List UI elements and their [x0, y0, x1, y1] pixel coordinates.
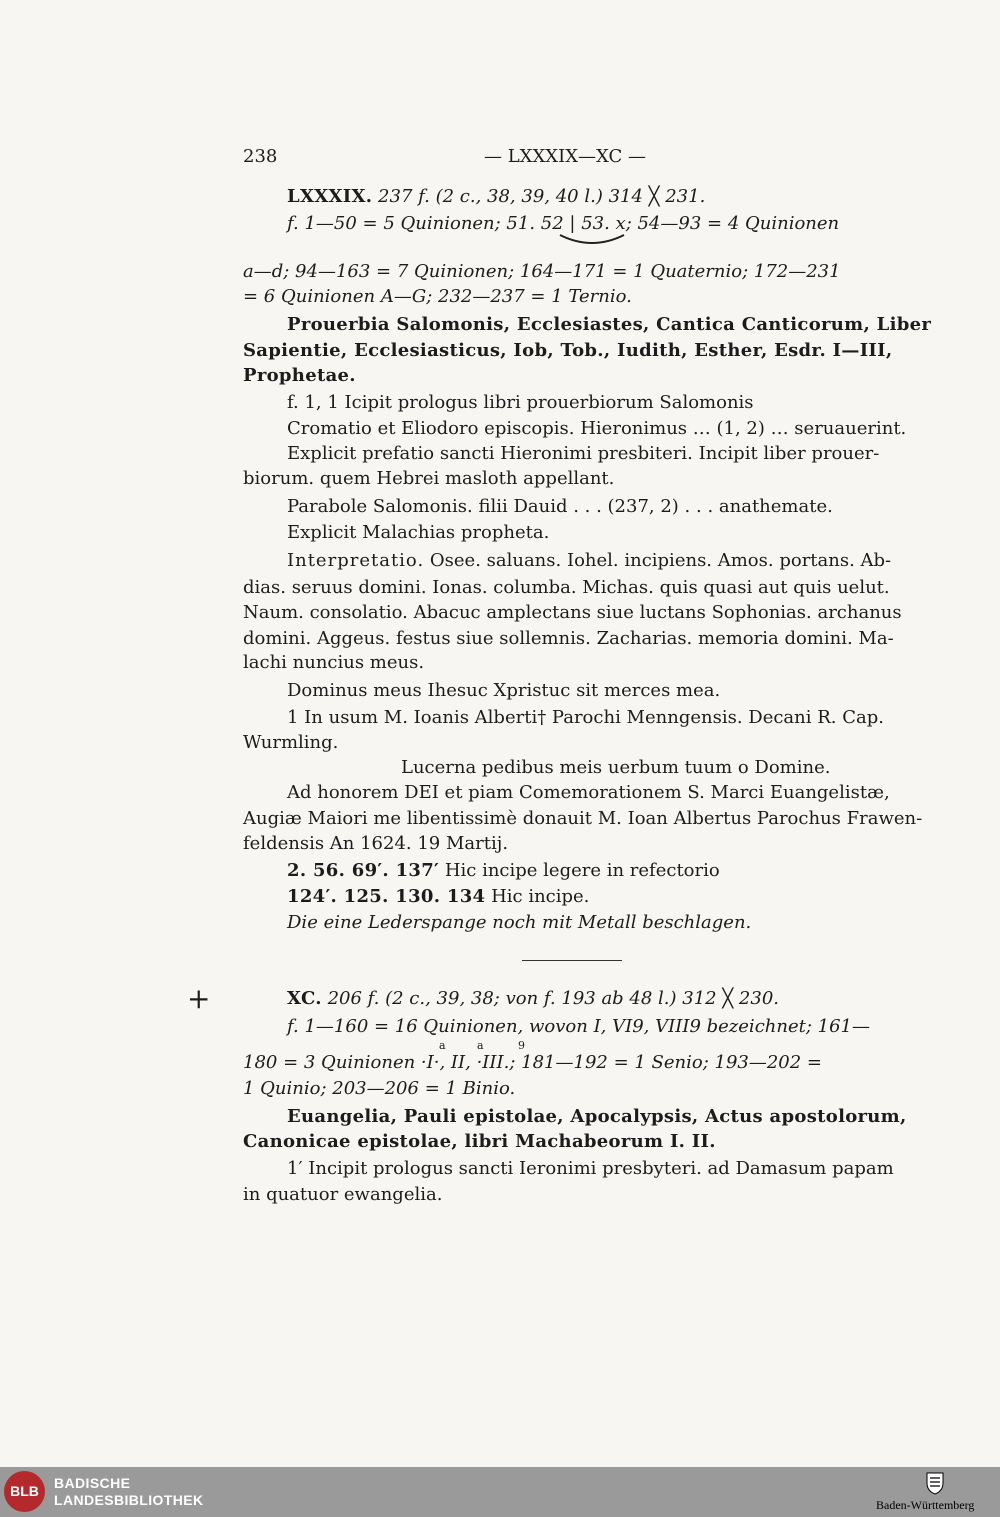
- blb-logo[interactable]: BLB: [4, 1471, 45, 1512]
- entry-89-text-18: feldensis An 1624. 19 Martij.: [243, 833, 509, 854]
- entry-89-text-4: biorum. quem Hebrei masloth appellant.: [243, 468, 615, 489]
- interpretatio-label: Interpretatio.: [287, 550, 425, 571]
- folio-refs-1: 2. 56. 69′. 137′: [287, 860, 440, 881]
- folio-refs-2: 124′. 125. 130. 134: [287, 886, 486, 907]
- section-divider: [522, 960, 622, 961]
- entry-89-contents-line-1: Prouerbia Salomonis, Ecclesiastes, Cantica Canticorum, Liber: [287, 314, 932, 335]
- library-name-line-2: LANDESBIBLIOTHEK: [54, 1492, 204, 1508]
- entry-89-text-2: Cromatio et Eliodoro episcopis. Hieronimus … (1, 2) … seruauerint.: [287, 418, 907, 439]
- coat-of-arms-icon: [924, 1471, 946, 1495]
- entry-89-text-14: Wurmling.: [243, 732, 339, 753]
- entry-89-text-6: Explicit Malachias propheta.: [287, 522, 550, 543]
- entry-89-description: 237 f. (2 c., 38, 39, 40 l.) 314 ╳ 231.: [378, 186, 706, 207]
- entry-89-binding-note: Die eine Lederspange noch mit Metall beschlagen.: [287, 912, 752, 933]
- entry-89-text-13: 1 In usum M. Ioanis Alberti† Parochi Menngensis. Decani R. Cap.: [287, 707, 884, 728]
- entry-89-text-10: domini. Aggeus. festus siue sollemnis. Zacharias. memoria domini. Ma-: [243, 628, 894, 649]
- entry-89-collation-line-2: a—d; 94—163 = 7 Quinionen; 164—171 = 1 Quaternio; 172—231: [243, 261, 841, 282]
- entry-89-text-19: [287, 860, 945, 882]
- entry-89-text-17: Augiæ Maiori me libentissimè donauit M. Ioan Albertus Parochus Frawen-: [243, 808, 923, 829]
- entry-89-text-3: Explicit prefatio sancti Hieronimi presbiteri. Incipit liber prouer-: [287, 443, 880, 464]
- entry-89-contents-line-2: Sapientie, Ecclesiasticus, Iob, Tob., Iudith, Esther, Esdr. I—III,: [243, 340, 893, 361]
- entry-89-text-5: Parabole Salomonis. filii Dauid . . . (237, 2) . . . anathemate.: [287, 496, 833, 517]
- entry-90-contents-line-2: Canonicae epistolae, libri Machabeorum I. II.: [243, 1131, 716, 1152]
- entry-89-text-9: Naum. consolatio. Abacuc amplectans siue luctans Sophonias. archanus: [243, 602, 902, 623]
- brace-mark: [558, 233, 626, 249]
- entry-90-text-2: in quatuor ewangelia.: [243, 1184, 443, 1205]
- library-name[interactable]: [54, 1475, 204, 1509]
- entry-90-collation-line-3: 1 Quinio; 203—206 = 1 Binio.: [243, 1078, 516, 1099]
- entry-89-collation-line-1: f. 1—50 = 5 Quinionen; 51. 52 | 53. x; 54—93 = 4 Quinionen: [287, 213, 840, 234]
- entry-89-contents-line-3: Prophetae.: [243, 365, 356, 386]
- entry-89-text-20: [287, 886, 945, 908]
- entry-90-text-1: 1′ Incipit prologus sancti Ieronimi presbyteri. ad Damasum papam: [287, 1158, 894, 1179]
- interpretatio-text: Osee. saluans. Iohel. incipiens. Amos. portans. Ab-: [424, 550, 892, 571]
- entry-89-text-7: [287, 550, 945, 572]
- entry-90-description: 206 f. (2 c., 39, 38; von f. 193 ab 48 l.) 312 ╳ 230.: [327, 988, 779, 1009]
- entry-89-number: LXXXIX.: [287, 186, 373, 207]
- entry-89-text-11: lachi nuncius meus.: [243, 652, 425, 673]
- entry-89-heading: [287, 186, 945, 208]
- entry-89-collation-line-3: = 6 Quinionen A—G; 232—237 = 1 Ternio.: [243, 286, 632, 307]
- entry-89-text-1: f. 1, 1 Icipit prologus libri prouerbiorum Salomonis: [287, 392, 754, 413]
- entry-89-text-15: Lucerna pedibus meis uerbum tuum o Domine.: [401, 757, 831, 778]
- superscript-a-1: a: [439, 1039, 446, 1052]
- state-name: Baden-Württemberg: [876, 1498, 975, 1512]
- entry-90-contents-line-1: Euangelia, Pauli epistolae, Apocalypsis, Actus apostolorum,: [287, 1106, 907, 1127]
- superscript-a-2: a: [477, 1039, 484, 1052]
- note-1: Hic incipe legere in refectorio: [439, 860, 720, 881]
- entry-89-text-12: Dominus meus Ihesuc Xpristuc sit merces mea.: [287, 680, 721, 701]
- footer-bar: [0, 1467, 1000, 1517]
- entry-89-text-16: Ad honorem DEI et piam Comemorationem S. Marci Euangelistæ,: [287, 782, 890, 803]
- page-number: 238: [243, 146, 278, 167]
- running-title: — LXXXIX—XC —: [484, 146, 647, 167]
- library-name-line-1: BADISCHE: [54, 1475, 131, 1491]
- entry-90-collation-line-2: 180 = 3 Quinionen ·I·, II, ·III.; 181—192 = 1 Senio; 193—202 =: [243, 1052, 823, 1073]
- entry-89-text-8: dias. seruus domini. Ionas. columba. Michas. quis quasi aut quis uelut.: [243, 577, 890, 598]
- margin-plus-mark: +: [187, 982, 211, 1015]
- superscript-9: 9: [518, 1039, 525, 1052]
- entry-90-number: XC.: [287, 988, 322, 1009]
- entry-90-collation-line-1: f. 1—160 = 16 Quinionen, wovon I, VI9, VIII9 bezeichnet; 161—: [287, 1016, 870, 1037]
- note-2: Hic incipe.: [485, 886, 590, 907]
- entry-90-heading: [287, 988, 945, 1010]
